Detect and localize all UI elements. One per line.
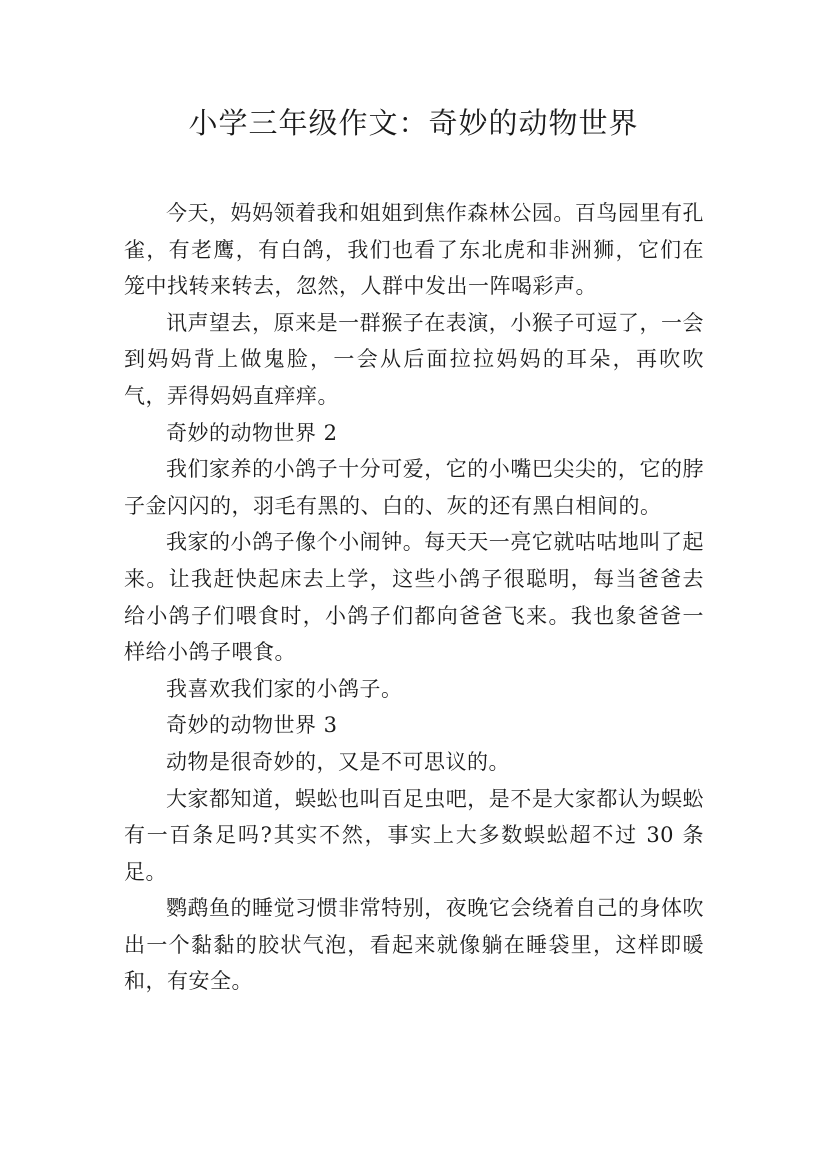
paragraph-pigeon-clock: 我家的小鸽子像个小闹钟。每天天一亮它就咕咕地叫了起来。让我赶快起床去上学，这些小鸽子很聪明，每当爸爸去给小鸽子们喂食时，小鸽子们都向爸爸飞来。我也象爸爸一样给小鸽子喂食。 bbox=[124, 530, 704, 665]
paragraph-monkeys: 讯声望去，原来是一群猴子在表演，小猴子可逗了，一会到妈妈背上做鬼脸，一会从后面拉拉妈妈的耳朵，再吹吹气，弄得妈妈直痒痒。 bbox=[124, 310, 704, 408]
paragraph-pigeon-looks: 我们家养的小鸽子十分可爱，它的小嘴巴尖尖的，它的脖子金闪闪的，羽毛有黑的、白的、灰的还有黑白相间的。 bbox=[124, 457, 704, 518]
paragraph-like-pigeons: 我喜欢我们家的小鸽子。 bbox=[166, 676, 403, 701]
paragraph-centipede: 大家都知道，蜈蚣也叫百足虫吧，是不是大家都认为蜈蚣有一百条足吗?其实不然，事实上大多数蜈蚣超不过 30 条足。 bbox=[124, 786, 704, 884]
document-title: 小学三年级作文：奇妙的动物世界 bbox=[188, 106, 639, 140]
paragraph-park-visit: 今天，妈妈领着我和姐姐到焦作森林公园。百鸟园里有孔雀，有老鹰，有白鸽，我们也看了东北虎和非洲狮，它们在笼中找转来转去，忽然，人群中发出一阵喝彩声。 bbox=[124, 201, 704, 299]
document-body bbox=[124, 195, 704, 1000]
section-heading-2: 奇妙的动物世界 2 bbox=[166, 420, 338, 445]
paragraph-animals-wonderful: 动物是很奇妙的，又是不可思议的。 bbox=[166, 749, 510, 774]
section-heading-3: 奇妙的动物世界 3 bbox=[166, 713, 338, 738]
paragraph-parrotfish: 鹦鹉鱼的睡觉习惯非常特别，夜晚它会绕着自己的身体吹出一个黏黏的胶状气泡，看起来就像躺在睡袋里，这样即暖和，有安全。 bbox=[124, 896, 704, 994]
